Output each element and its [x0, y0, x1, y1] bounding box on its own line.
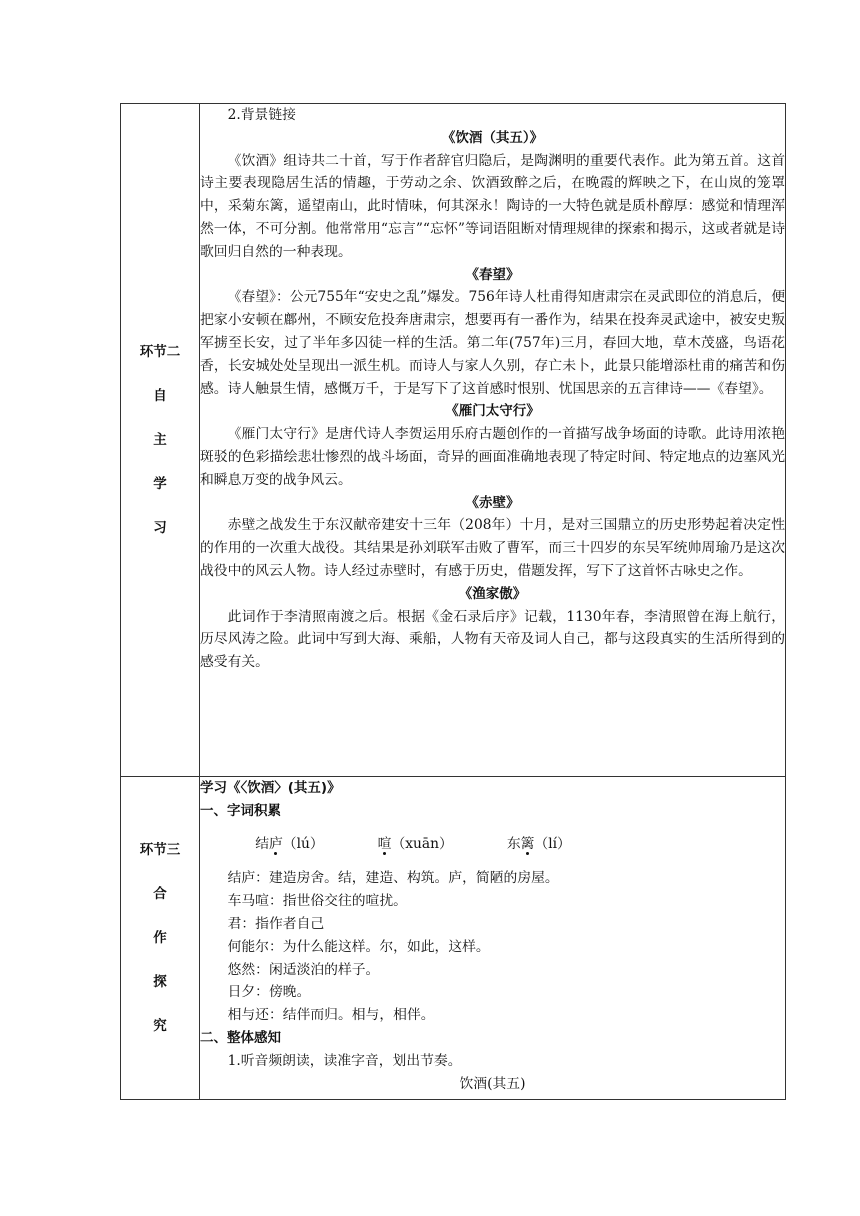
label-self-study: [121, 104, 200, 777]
pinyin-item: 喧（xuān）: [377, 835, 453, 852]
glossary-item: 何能尔：为什么能这样。尔，如此，这样。: [227, 938, 490, 955]
label-line: 探: [153, 974, 167, 990]
pinyin-item: 东篱（lí）: [506, 835, 571, 852]
row-self-study: [121, 104, 786, 777]
label-line: 究: [153, 1018, 167, 1034]
label-cooperative-inquiry: [121, 777, 200, 1100]
glossary-item: 结庐：建造房舍。结，建造、构筑。庐，简陋的房屋。: [227, 870, 559, 887]
poem-title: 《春望》: [465, 266, 520, 283]
pinyin-row: [200, 833, 785, 856]
poem-title: 《饮酒（其五）》: [441, 129, 544, 146]
label-line: 作: [153, 930, 167, 946]
study-heading: 学习《〈饮酒〉(其五)》: [200, 780, 341, 796]
glossary-item: 君：指作者自己: [227, 915, 325, 932]
section-vocabulary: 一、字词积累: [200, 802, 281, 819]
label-line: 环节二: [139, 344, 181, 360]
section-heading: 2.背景链接: [227, 107, 296, 123]
study-content: [200, 777, 786, 1100]
glossary-item: 日夕：傍晚。: [227, 984, 311, 1001]
label-line: 合: [153, 886, 167, 902]
background-paragraph: 《春望》：公元755年“安史之乱”爆发。756年诗人杜甫得知唐肃宗在灵武即位的消息后，便把家小安顿在鄜州，不顾安危投奔唐肃宗，想要再有一番作为，结果在投奔灵武途中，被安史叛军掳至长安，过了半年多囚徒一样的生活。第二年(757年)三月，春回大地，草木茂盛，鸟语花香，长安城处处呈现出一派生机。而诗人与家人久别，存亡未卜，此景只能增添杜甫的痛苦和伤感。诗人触景生情，感慨万千，于是写下了这首感时恨别、忧国思亲的五言律诗——《春望》。: [200, 289, 785, 397]
background-paragraph: 此词作于李清照南渡之后。根据《金石录后序》记载，1130年春，李清照曾在海上航行，历尽风涛之险。此词中写到大海、乘船，人物有天帝及词人自己，都与这段真实的生活所得到的感受有关。: [200, 608, 785, 671]
pinyin-item: 结庐（lú）: [255, 835, 324, 852]
section-overall: 二、整体感知: [200, 1029, 281, 1046]
background-paragraph: 《饮酒》组诗共二十首，写于作者辞官归隐后，是陶渊明的重要代表作。此为第五首。这首诗主要表现隐居生活的情趣，于劳动之余、饮酒致醉之后，在晚霞的辉映之下，在山岚的笼罩中，采菊东篱，遥望南山，此时情味，何其深永！陶诗的一大特色就是质朴醇厚：感觉和情理浑然一体，不可分割。他常常用“忘言”“忘怀”等词语阻断对情理规律的探索和揭示，这或者就是诗歌回归自然的一种表现。: [200, 152, 785, 260]
label-line: 习: [153, 520, 167, 536]
task-item: 1.听音频朗读，读准字音，划出节奏。: [227, 1052, 462, 1069]
glossary-item: 相与还：结伴而归。相与，相伴。: [227, 1007, 435, 1024]
lesson-table: [120, 103, 786, 1100]
glossary-item: 车马喧：指世俗交往的喧扰。: [227, 893, 407, 910]
label-line: 主: [153, 432, 167, 448]
glossary-item: 悠然：闲适淡泊的样子。: [227, 961, 380, 978]
poem-heading: 饮酒(其五): [459, 1075, 526, 1092]
label-line: 学: [153, 476, 167, 492]
row-cooperative-inquiry: [121, 777, 786, 1100]
background-paragraph: 《雁门太守行》是唐代诗人李贺运用乐府古题创作的一首描写战争场面的诗歌。此诗用浓艳斑驳的色彩描绘悲壮惨烈的战斗场面，奇异的画面准确地表现了特定时间、特定地点的边塞风光和瞬息万变的战争风云。: [200, 426, 785, 488]
poem-title: 《雁门太守行》: [445, 403, 540, 420]
background-content: [200, 104, 786, 777]
background-paragraph: 赤壁之战发生于东汉献帝建安十三年（208年）十月，是对三国鼎立的历史形势起着决定性的作用的一次重大战役。其结果是孙刘联军击败了曹军，而三十四岁的东吴军统帅周瑜乃是这次战役中的风云人物。诗人经过赤壁时，有感于历史，借题发挥，写下了这首怀古咏史之作。: [200, 517, 785, 579]
label-line: 环节三: [139, 842, 181, 858]
poem-title: 《赤壁》: [465, 494, 520, 511]
poem-title: 《渔家傲》: [458, 585, 527, 602]
label-line: 自: [153, 388, 167, 404]
